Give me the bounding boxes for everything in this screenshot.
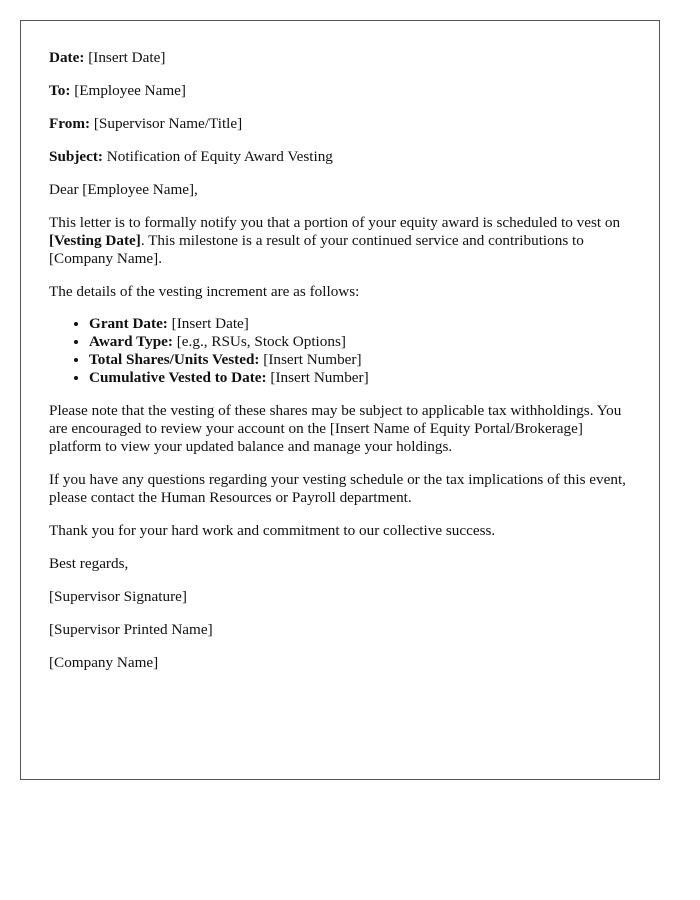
closing-regards: Best regards, <box>49 555 129 572</box>
detail-label: Total Shares/Units Vested: <box>89 351 260 368</box>
from-label: From: <box>49 115 91 132</box>
vesting-date: [Vesting Date] <box>49 232 141 249</box>
salutation: Dear [Employee Name], <box>49 181 198 198</box>
date-line <box>49 49 631 67</box>
list-item <box>89 369 631 387</box>
from-value: [Supervisor Name/Title] <box>93 115 243 132</box>
detail-label: Grant Date: <box>89 315 168 332</box>
detail-label: Award Type: <box>89 333 173 350</box>
signature-placeholder: [Supervisor Signature] <box>49 588 187 605</box>
questions-paragraph: If you have any questions regarding your vesting schedule or the tax implications of this event, please contact the Human Resources or Payroll department. <box>49 471 626 506</box>
date-value: [Insert Date] <box>88 49 166 66</box>
vesting-details-list <box>49 315 631 387</box>
letter-page <box>20 20 660 780</box>
tax-note-paragraph: Please note that the vesting of these shares may be subject to applicable tax withholdings. You are encouraged to review your account on the [Insert Name of Equity Portal/Brokerage] platform to view your updated balance and manage your holdings. <box>49 402 622 455</box>
thanks-paragraph: Thank you for your hard work and commitment to our collective success. <box>49 522 496 539</box>
list-item <box>89 333 631 351</box>
detail-label: Cumulative Vested to Date: <box>89 369 267 386</box>
to-line <box>49 82 631 100</box>
to-label: To: <box>49 82 71 99</box>
company-name-placeholder: [Company Name] <box>49 654 159 671</box>
printed-name-placeholder: [Supervisor Printed Name] <box>49 621 213 638</box>
subject-label: Subject: <box>49 148 103 165</box>
subject-value: Notification of Equity Award Vesting <box>106 148 333 165</box>
detail-value: [Insert Date] <box>171 315 249 332</box>
date-label: Date: <box>49 49 85 66</box>
detail-value: [e.g., RSUs, Stock Options] <box>176 333 346 350</box>
from-line <box>49 115 631 133</box>
detail-value: [Insert Number] <box>270 369 369 386</box>
subject-line <box>49 148 631 166</box>
list-item <box>89 351 631 369</box>
detail-value: [Insert Number] <box>263 351 362 368</box>
intro-text-end: . This milestone is a result of your continued service and contributions to [Company Name]. <box>49 232 584 267</box>
list-item <box>89 315 631 333</box>
to-value: [Employee Name] <box>74 82 186 99</box>
details-intro: The details of the vesting increment are as follows: <box>49 283 360 300</box>
intro-text-start: This letter is to formally notify you that a portion of your equity award is scheduled to vest on <box>49 214 621 231</box>
intro-paragraph <box>49 214 631 268</box>
